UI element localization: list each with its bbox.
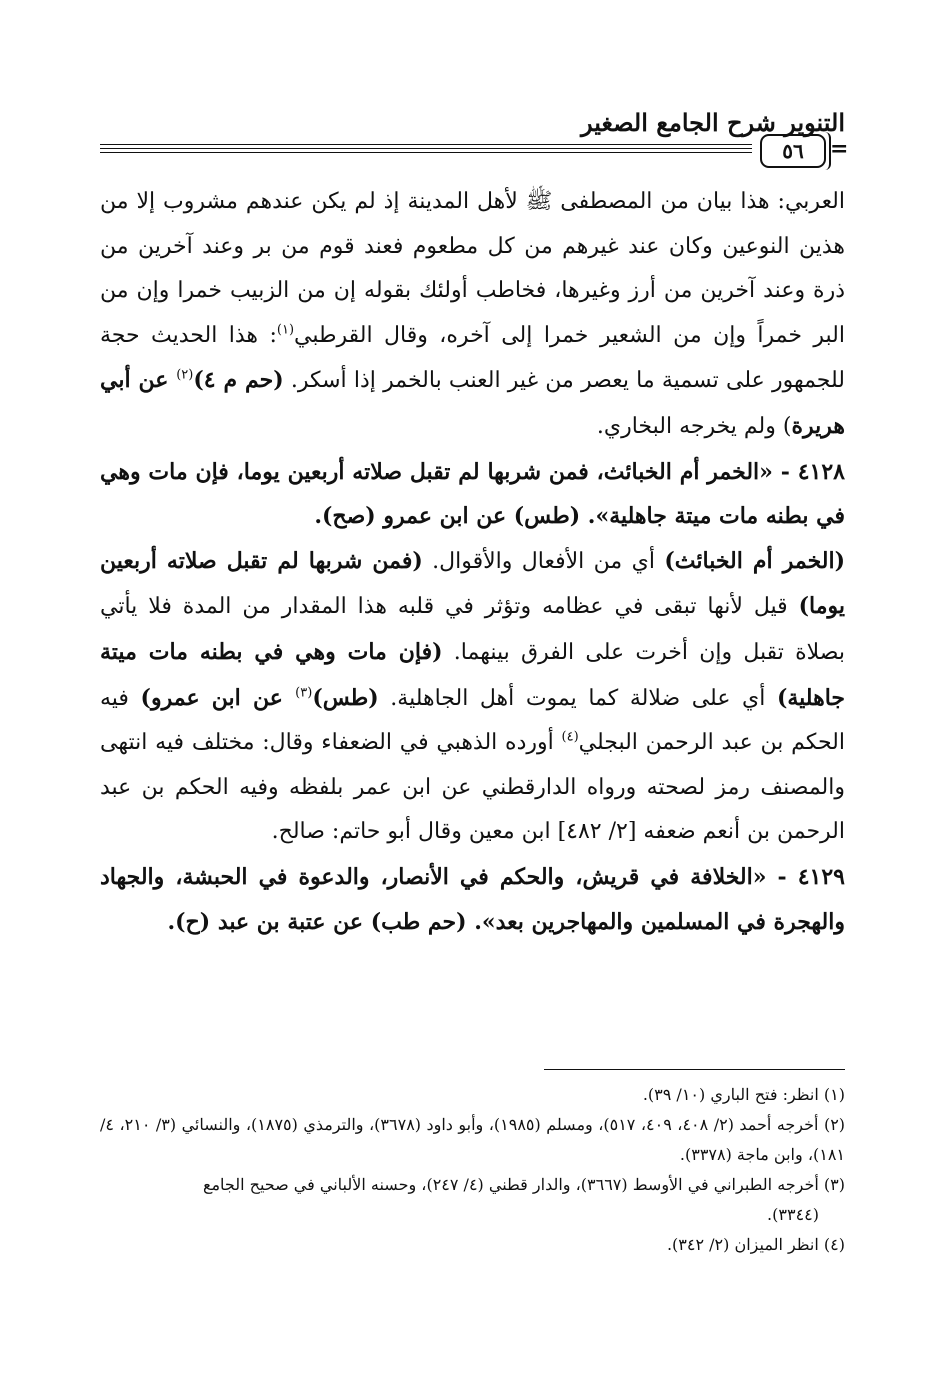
source-code: (طس) (312, 684, 379, 711)
running-title: التنوير شرح الجامع الصغير (581, 108, 845, 137)
hadith-4128 (100, 450, 845, 539)
quoted-phrase: (فإن مات وهي في بطنه مات ميتة جاهلية) (100, 638, 845, 711)
hadith-text: ٤١٢٨ - «الخمر أم الخبائث، فمن شربها لم تقبل صلاته أربعين يوما، فإن مات وهي في بطنه مات ميتة جاهلية». (طس) عن ابن عمرو (صح). (100, 458, 845, 530)
footnote-1: (١) انظر: فتح الباري (١٠/ ٣٩). (642, 1085, 845, 1104)
text-run: أورده الذهبي في الضعفاء وقال: مختلف فيه انتهى والمصنف رمز لصحته ورواه الدارقطني عن ابن عمر بلفظه وفيه الحكم بن عبد الرحمن بن أنعم ضعفه [٢/ ٤٨٢] ابن معين وقال أبو حاتم: صالح. (100, 730, 845, 845)
footnote-3-continuation: (٣٣٤٤). (767, 1205, 819, 1224)
text-run: قيل لأنها تبقى في عظامه وتؤثر في قلبه هذا المقدار من المدة فلا يأتي بصلاة تقبل وإن أخرت على الفرق بينهما. (100, 594, 845, 665)
hadith-text: ٤١٢٩ - «الخلافة في قريش، والحكم في الأنصار، والدعوة في الحبشة، والجهاد والهجرة في المسلمين والمهاجرين بعد». (حم طب) عن عتبة بن عبد (ح). (100, 863, 845, 935)
footnote-ref-3: (٣) (295, 685, 313, 701)
quoted-phrase: (فمن شربها لم تقبل صلاته أربعين يوما) (100, 547, 845, 620)
narrator-name: عن ابن عمرو) (140, 684, 296, 711)
text-run: العربي: هذا بيان من المصطفى ﷺ لأهل المدينة إذ لم يكن عندهم مشروب إلا من هذين النوعين وكان عند غيرهم من كل مطعوم فعند قوم من بر وعند آخرين من ذرة وعند آخرين من أرز وغيرها، فخاطب أولئك بقوله إن من الزبيب خمرا وإن من البر خمراً وإن من الشعير خمرا إلى آخره، وقال القرطبي (100, 189, 846, 348)
text-run: : هذا الحديث حجة للجمهور على تسمية ما يعصر من غير العنب بالخمر إذا أسكر. (100, 322, 845, 394)
footnotes (100, 1080, 845, 1260)
page-number: ٥٦ (782, 139, 804, 163)
paragraph-commentary-2 (100, 539, 845, 855)
text-run: فيه الحكم بن عبد الرحمن البجلي (100, 685, 845, 756)
footnote-ref-2: (٢) (176, 368, 194, 384)
footnote-4: (٤) انظر الميزان (٢/ ٣٤٢). (666, 1235, 845, 1254)
source-code: (حم م ٤) (193, 367, 284, 394)
paragraph-commentary-1 (100, 180, 845, 450)
text-run: ) ولم يخرجه البخاري. (596, 413, 792, 439)
header-rule-bottom (100, 152, 752, 153)
narrator-name: عن أبي هريرة (100, 367, 845, 439)
page-number-box (760, 134, 826, 168)
text-run: أي من الأفعال والأقوال. (422, 548, 665, 574)
footnote-ref-4: (٤) (561, 729, 579, 745)
page-header (100, 100, 849, 180)
main-text (100, 180, 845, 944)
quoted-phrase: (الخمر أم الخبائث) (664, 547, 846, 574)
footnote-ref-1: (١) (276, 322, 295, 338)
footnote-separator (544, 1069, 845, 1070)
footnote-3: (٣) أخرجه الطبراني في الأوسط (٣٦٦٧)، والدار قطني (٤/ ٢٤٧)، وحسنه الألباني في صحيح الجامع (202, 1175, 845, 1194)
text-run: أي على ضلالة كما يموت أهل الجاهلية. (378, 685, 777, 711)
header-ornament: = (830, 136, 849, 162)
header-rule-middle (100, 148, 752, 149)
header-rule-top (100, 144, 752, 145)
footnote-2: (٢) أخرجه أحمد (٢/ ٤٠٨، ٤٠٩، ٥١٧)، ومسلم (١٩٨٥)، وأبو داود (٣٦٧٨)، والترمذي (١٨٧٥)، والنسائي (٣/ ٢١٠، ٤/ ١٨١)، وابن ماجة (٣٣٧٨). (100, 1115, 846, 1164)
hadith-4129 (100, 855, 845, 944)
